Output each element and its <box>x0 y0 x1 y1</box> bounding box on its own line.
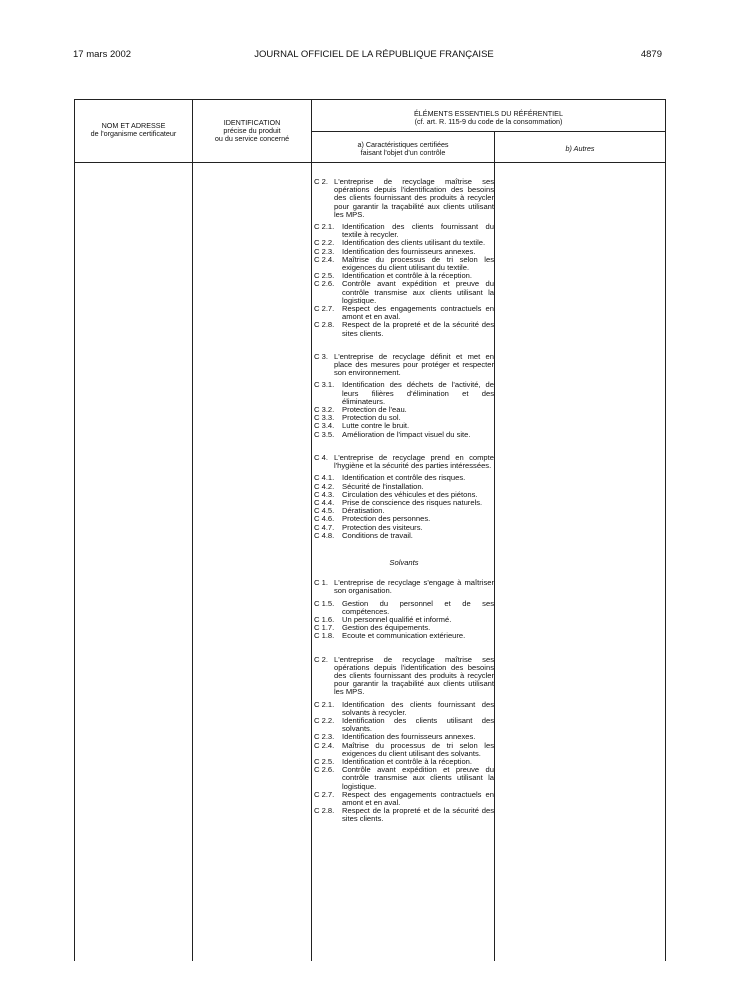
criterion-text: Prise de conscience des risques naturels. <box>342 497 483 507</box>
criterion-code: C 2. <box>314 177 328 186</box>
column-header-identification: IDENTIFICATION précise du produit ou du service concerné <box>214 118 290 144</box>
criterion-text: Identification des clients fournissant des solvants à recycler. <box>342 699 494 717</box>
criterion-code: C 4.2. <box>314 481 335 491</box>
criterion-sub-item <box>314 766 494 791</box>
header-date: 17 mars 2002 <box>73 49 132 60</box>
criterion-text: Respect de la propreté et de la sécurité des sites clients. <box>342 806 494 824</box>
caracteristiques-column-body <box>314 178 494 824</box>
criterion-code: C 3.2. <box>314 405 335 415</box>
criterion-code: C 2.2. <box>314 715 335 725</box>
table-left-border <box>74 99 75 961</box>
criterion-code: C 4.7. <box>314 522 335 532</box>
criterion-sub-item <box>314 600 494 616</box>
criterion-sub-item <box>314 305 494 321</box>
criterion-code: C 3. <box>314 351 328 361</box>
criterion-code: C 2.1. <box>314 699 335 709</box>
criterion-text: Protection du sol. <box>342 413 401 423</box>
criterion-text: Protection de l'eau. <box>342 405 407 415</box>
criterion-code: C 2.1. <box>314 222 335 232</box>
criterion-text: Sécurité de l'installation. <box>342 481 424 491</box>
criterion-code: C 2.7. <box>314 789 335 799</box>
criterion-text: Contrôle avant expédition et preuve du contrôle transmise aux clients utilisant la logistique. <box>342 765 494 791</box>
criterion-text: Gestion des équipements. <box>342 623 431 633</box>
criterion-sub-item <box>314 381 494 406</box>
criterion-code: C 4.8. <box>314 530 335 540</box>
criterion-code: C 4.4. <box>314 497 335 507</box>
criterion-text: Identification des fournisseurs annexes. <box>342 246 476 256</box>
criterion-code: C 1.7. <box>314 623 335 633</box>
table-top-border <box>74 99 665 100</box>
criterion-text: Identification des fournisseurs annexes. <box>342 732 476 742</box>
criterion-sub-item <box>314 742 494 758</box>
criterion-code: C 4.1. <box>314 473 335 483</box>
criterion-sub-item <box>314 499 494 507</box>
section-title: Solvants <box>389 557 419 567</box>
criterion-sub-item <box>314 223 494 239</box>
criterion-sub-item <box>314 791 494 807</box>
column-header-caracteristiques: a) Caractéristiques certifiées faisant l'objet d'un contrôle <box>357 140 449 158</box>
criterion-code: C 4.5. <box>314 506 335 516</box>
criterion-text: Maîtrise du processus de tri selon les exigences du client utilisant du textile. <box>342 254 494 273</box>
criterion-text: Amélioration de l'impact visuel du site. <box>342 429 471 439</box>
table-col-divider-1 <box>192 99 193 961</box>
criterion-text: Conditions de travail. <box>342 530 413 540</box>
header-page-number: 4879 <box>640 49 662 60</box>
criterion-sub-item <box>314 256 494 272</box>
criterion-text: Identification et contrôle à la réception. <box>342 271 473 281</box>
criterion-code: C 2. <box>314 654 328 664</box>
criterion-item <box>314 579 494 595</box>
criterion-text: Dératisation. <box>342 506 385 516</box>
criterion-code: C 2.4. <box>314 254 335 264</box>
criterion-text: Protection des personnes. <box>342 514 431 524</box>
criterion-text: Respect de la propreté et de la sécurité des sites clients. <box>342 320 494 338</box>
criterion-text: Identification et contrôle à la réception. <box>342 756 473 766</box>
header-title: JOURNAL OFFICIEL DE LA RÉPUBLIQUE FRANÇAISE <box>254 49 494 60</box>
criterion-item <box>314 178 494 219</box>
criterion-code: C 2.5. <box>314 271 335 281</box>
column-header-autres: b) Autres <box>565 144 595 153</box>
criterion-code: C 2.6. <box>314 279 335 289</box>
criterion-code: C 2.8. <box>314 320 335 330</box>
column-header-elements: ÉLÉMENTS ESSENTIELS DU RÉFÉRENTIEL (cf. art. R. 115-9 du code de la consommation) <box>414 109 563 127</box>
table-subheader-rule <box>311 131 665 132</box>
criterion-text: L'entreprise de recyclage définit et met en place des mesures pour protéger et respecter son environnement. <box>334 351 494 378</box>
criterion-code: C 2.6. <box>314 765 335 775</box>
criterion-code: C 2.8. <box>314 806 335 816</box>
criterion-text: L'entreprise de recyclage maîtrise ses opérations depuis l'identification des besoins des clients fournissant des produits à recycler pour garantir la traçabilité aux clients utilisant les MPS. <box>334 654 494 697</box>
criterion-text: Identification et contrôle des risques. <box>342 473 466 483</box>
criterion-text: L'entreprise de recyclage s'engage à maîtriser son organisation. <box>334 578 494 596</box>
criterion-code: C 1. <box>314 578 328 588</box>
criterion-sub-item <box>314 321 494 337</box>
criterion-code: C 4.6. <box>314 514 335 524</box>
criterion-code: C 3.1. <box>314 380 335 390</box>
criterion-text: Identification des clients utilisant des solvants. <box>342 715 494 734</box>
criterion-code: C 2.7. <box>314 304 335 314</box>
criterion-code: C 4.3. <box>314 489 335 499</box>
criterion-text: Respect des engagements contractuels en amont et en aval. <box>342 304 494 322</box>
criterion-sub-item <box>314 532 494 540</box>
criterion-code: C 3.3. <box>314 413 335 423</box>
criterion-code: C 2.2. <box>314 238 335 248</box>
criterion-code: C 2.3. <box>314 246 335 256</box>
table-col-divider-3 <box>494 131 495 961</box>
criterion-item <box>314 454 494 470</box>
criterion-text: Identification des déchets de l'activité, de leurs filières d'élimination et des éliminateurs. <box>342 380 494 406</box>
criterion-sub-item <box>314 701 494 717</box>
criterion-item <box>314 656 494 697</box>
column-header-organisme: NOM ET ADRESSE de l'organisme certificateur <box>90 121 177 139</box>
criterion-code: C 2.3. <box>314 732 335 742</box>
criterion-text: Respect des engagements contractuels en amont et en aval. <box>342 789 494 807</box>
criterion-sub-item <box>314 431 494 439</box>
table-header-bottom-rule <box>74 162 665 163</box>
criterion-text: L'entreprise de recyclage prend en compte l'hygiène et la sécurité des parties intéressées. <box>334 452 494 471</box>
criterion-text: Gestion du personnel et de ses compétences. <box>342 598 494 616</box>
criterion-text: Ecoute et communication extérieure. <box>342 631 466 641</box>
table-right-border <box>665 99 666 961</box>
criterion-code: C 1.8. <box>314 631 335 641</box>
criterion-code: C 2.5. <box>314 756 335 766</box>
criterion-code: C 4. <box>314 452 328 462</box>
criterion-sub-item <box>314 717 494 733</box>
criterion-text: L'entreprise de recyclage maîtrise ses opérations depuis l'identification des besoins des clients fournissant des produits à recycler pour garantir la traçabilité aux clients utilisant les MPS. <box>334 177 494 219</box>
criterion-text: Identification des clients utilisant du textile. <box>342 238 486 248</box>
criterion-text: Circulation des véhicules et des piétons. <box>342 489 478 499</box>
criterion-text: Maîtrise du processus de tri selon les exigences du client utilisant des solvants. <box>342 740 494 758</box>
criterion-code: C 2.4. <box>314 740 335 750</box>
criterion-code: C 1.6. <box>314 614 335 624</box>
criterion-code: C 1.5. <box>314 598 335 608</box>
criterion-code: C 3.4. <box>314 421 335 431</box>
criterion-sub-item <box>314 632 494 640</box>
criterion-code: C 3.5. <box>314 429 335 439</box>
criterion-text: Identification des clients fournissant du textile à recycler. <box>342 222 494 240</box>
criterion-sub-item <box>314 280 494 305</box>
criterion-item <box>314 353 494 378</box>
criterion-sub-item <box>314 807 494 823</box>
criterion-text: Un personnel qualifié et informé. <box>342 614 452 624</box>
criterion-sub-item <box>314 406 494 414</box>
criterion-text: Protection des visiteurs. <box>342 522 423 532</box>
criterion-text: Lutte contre le bruit. <box>342 421 410 431</box>
table-col-divider-2 <box>311 99 312 961</box>
criterion-text: Contrôle avant expédition et preuve du contrôle transmise aux clients utilisant la logistique. <box>342 279 494 305</box>
